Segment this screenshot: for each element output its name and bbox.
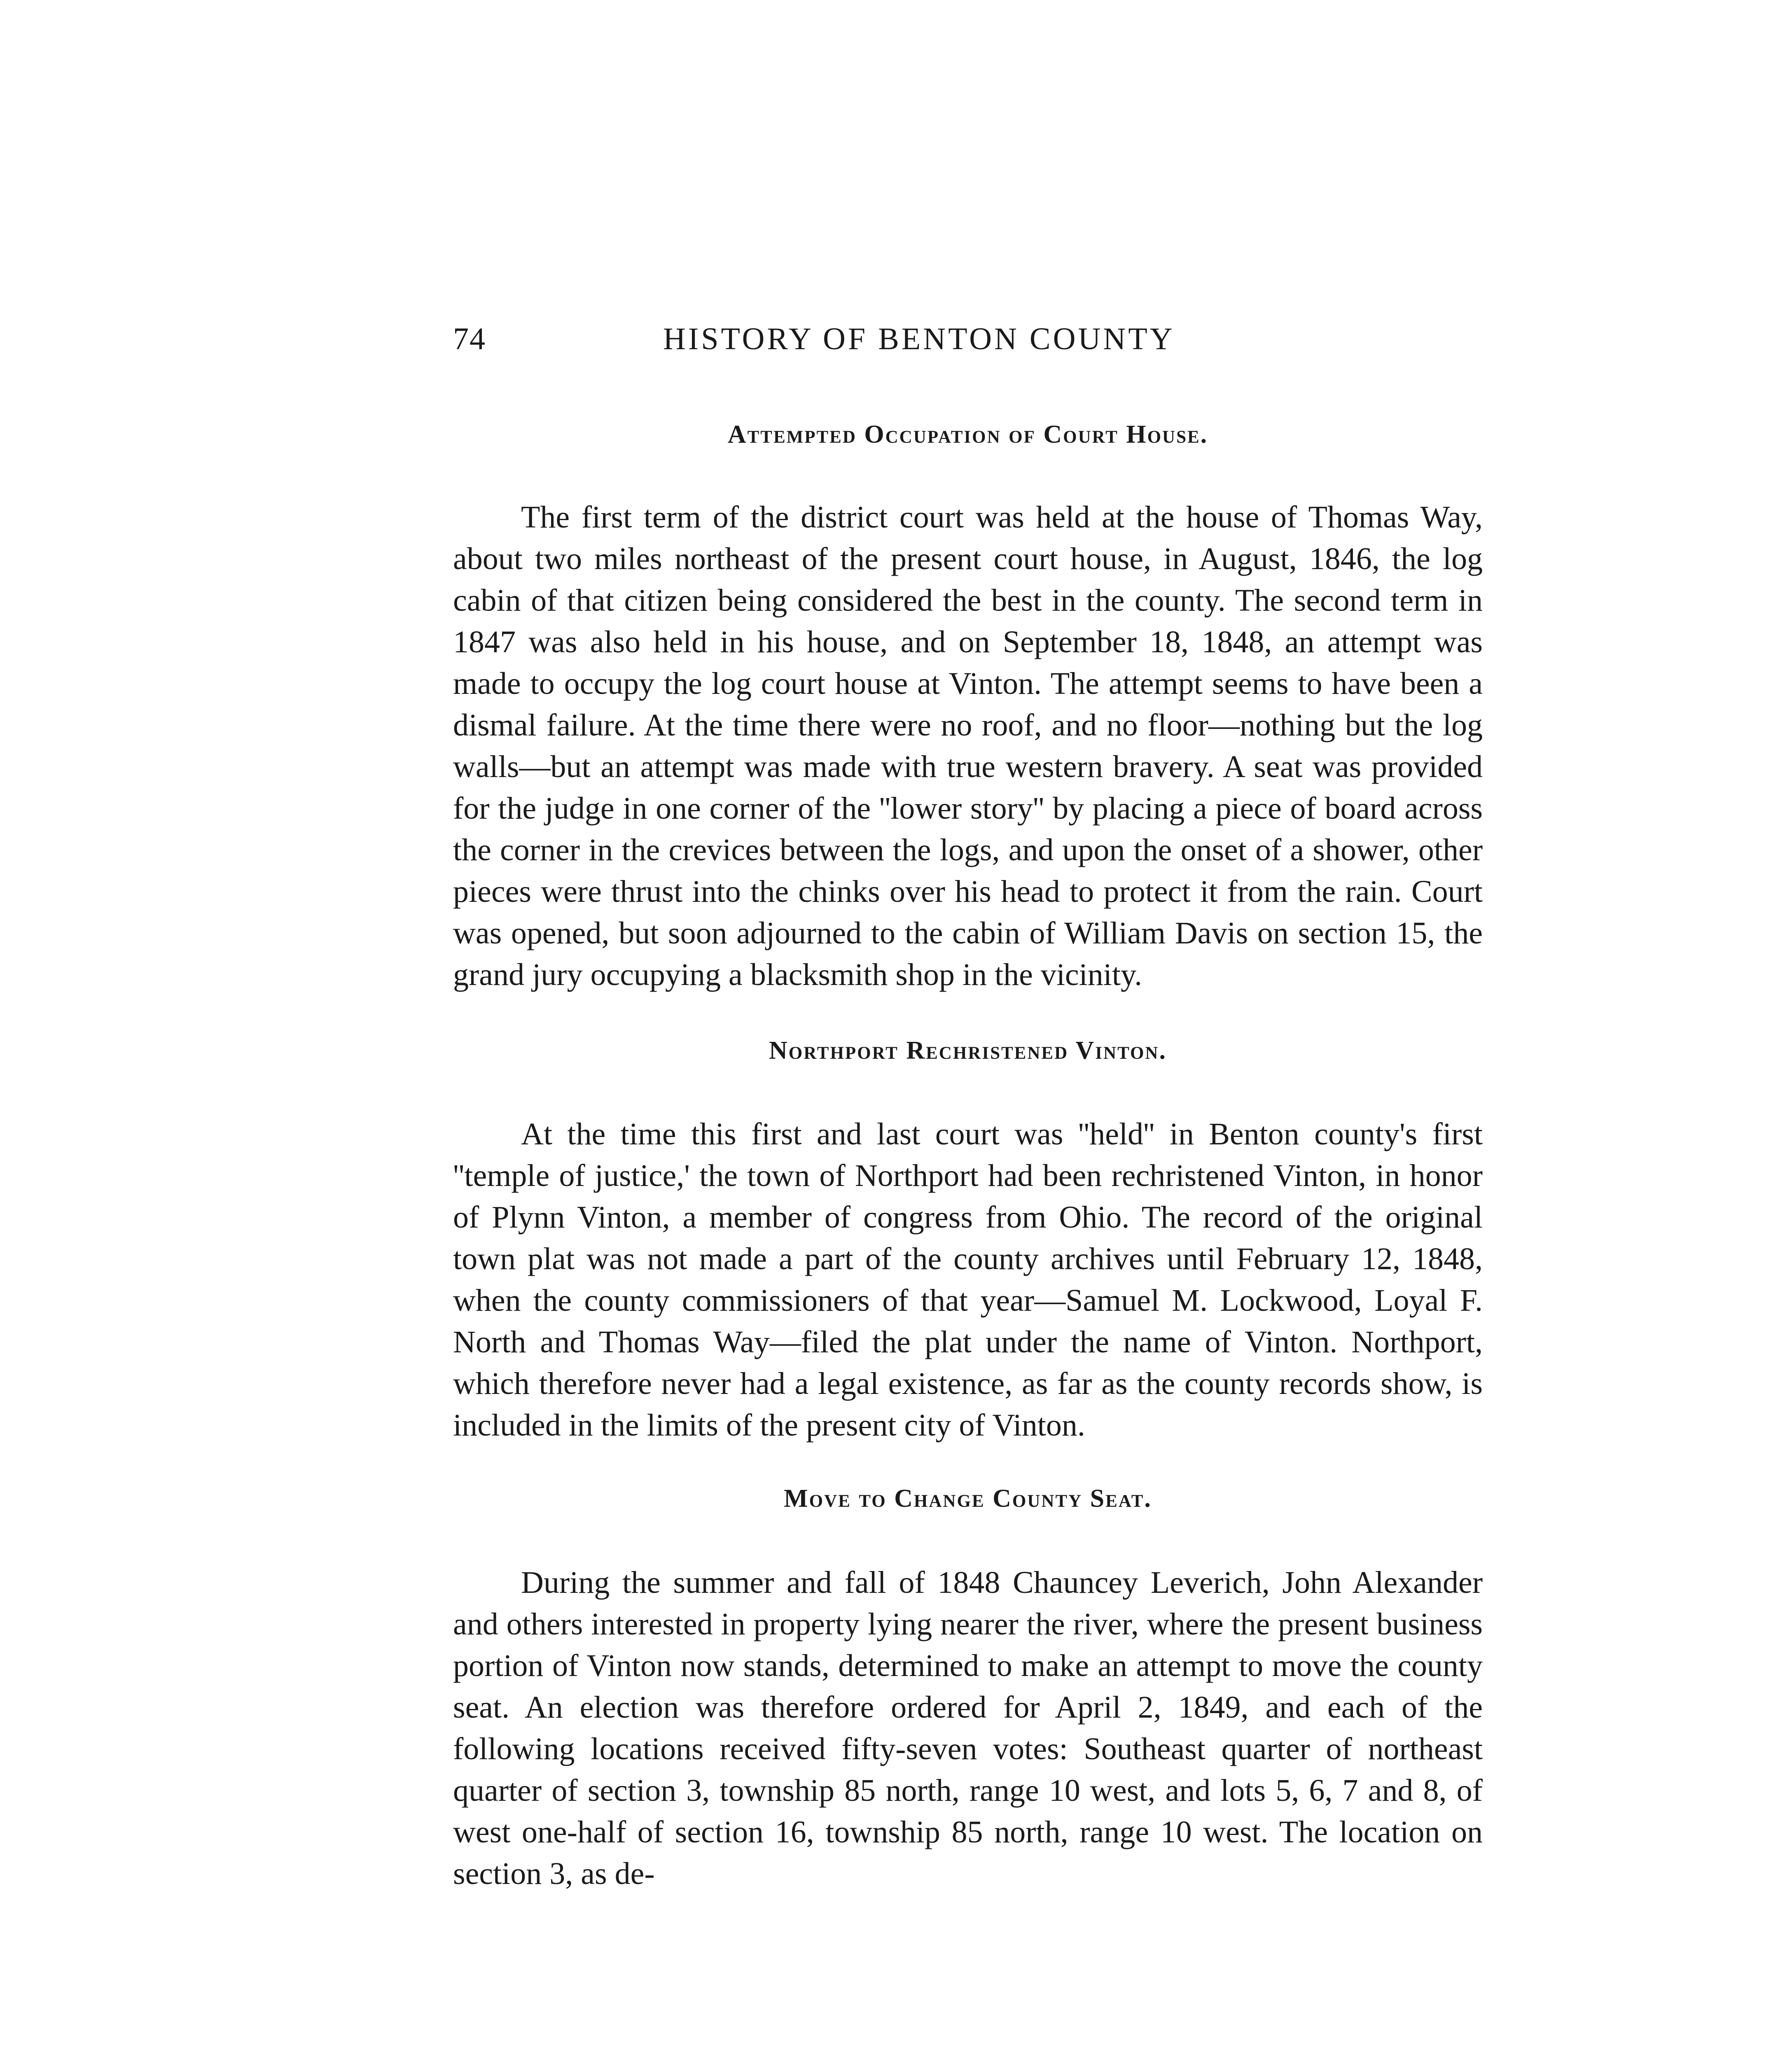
book-page <box>453 321 1483 1895</box>
paragraph-court-house: The first term of the district court was held at the house of Thomas Way, about two miles northeast of the present court house, in August, 1846, the log cabin of that citizen being considered the best in the county. The second term in 1847 was also held in his house, and on September 18, 1848, an attempt was made to occupy the log court house at Vinton. The attempt seems to have been a dismal failure. At the time there were no roof, and no floor—nothing but the log walls—but an attempt was made with true western bravery. A seat was provided for the judge in one corner of the ''lower story'' by placing a piece of board across the corner in the crevices between the logs, and upon the onset of a shower, other pieces were thrust into the chinks over his head to protect it from the rain. Court was opened, but soon adjourned to the cabin of William Davis on section 15, the grand jury occupying a blacksmith shop in the vicinity. <box>453 500 1483 992</box>
running-title: HISTORY OF BENTON COUNTY <box>663 322 1175 356</box>
section-heading-court-house: Attempted Occupation of Court House. <box>727 420 1208 448</box>
section-heading-county-seat: Move to Change County Seat. <box>784 1485 1152 1513</box>
paragraph-northport: At the time this first and last court was ''held'' in Benton county's first ''temple of justice,' the town of Northport had been rechristened Vinton, in honor of Plynn Vinton, a member of congress from Ohio. The record of the original town plat was not made a part of the county archives until February 12, 1848, when the county commissioners of that year—Samuel M. Lockwood, Loyal F. North and Thomas Way—filed the plat under the name of Vinton. Northport, which therefore never had a legal existence, as far as the county records show, is included in the limits of the present city of Vinton. <box>453 1117 1483 1443</box>
running-head <box>453 321 1483 371</box>
section-heading-northport: Northport Rechristened Vinton. <box>769 1037 1167 1065</box>
page-number: 74 <box>453 322 486 356</box>
paragraph-county-seat: During the summer and fall of 1848 Chauncey Leverich, John Alexander and others interested in property lying nearer the river, where the present business portion of Vinton now stands, determined to make an attempt to move the county seat. An election was therefore ordered for April 2, 1849, and each of the following locations received fifty-seven votes: Southeast quarter of northeast quarter of section 3, township 85 north, range 10 west, and lots 5, 6, 7 and 8, of west one-half of section 16, township 85 north, range 10 west. The location on section 3, as de- <box>453 1565 1483 1891</box>
